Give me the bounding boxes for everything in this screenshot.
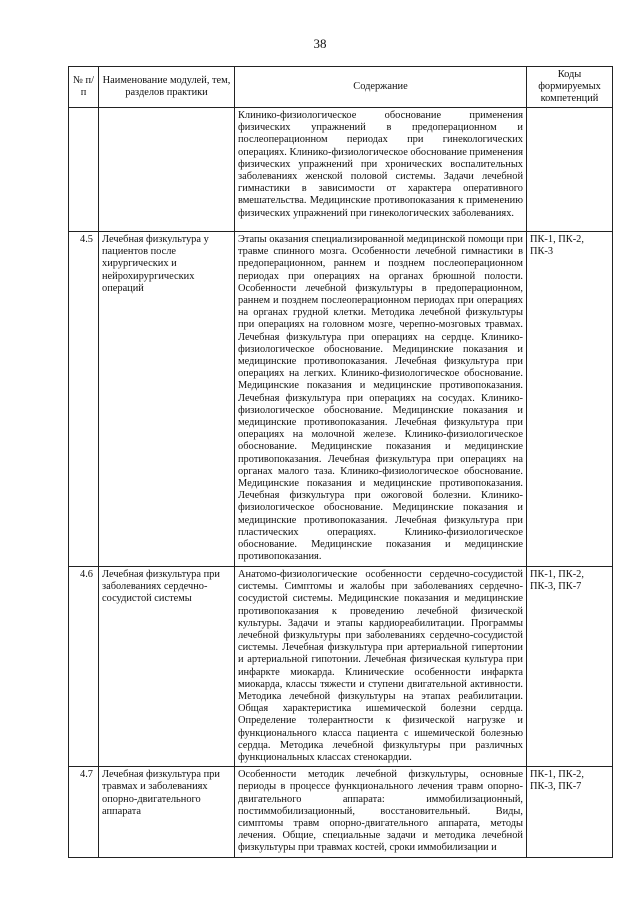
- row-number: 4.7: [69, 767, 99, 857]
- header-content: Содержание: [235, 67, 527, 108]
- row-module-name: Лечебная физкультура при травмах и заболеваниях опорно-двигательного аппарата: [99, 767, 235, 857]
- row-content: Клинико-физиологическое обоснование применения физических упражнений в предоперационном и послеоперационном периодах при гинекологических операциях. Клинико-физиологическое обоснование применения физических упражнений при хронических воспалительных заболеваниях женской половой системы. Задачи лечебной гимнастики в зависимости от характера оперативного вмешательства. Медицинские противопоказания к применению физических упражнений при гинекологических заболеваниях.: [235, 108, 527, 232]
- table-header-row: [69, 67, 613, 108]
- table-row: [69, 567, 613, 767]
- curriculum-table: [68, 66, 613, 858]
- row-competency-codes: ПК-1, ПК-2, ПК-3: [527, 232, 613, 567]
- row-number: 4.6: [69, 567, 99, 767]
- row-content: Этапы оказания специализированной медицинской помощи при травме спинного мозга. Особенности лечебной гимнастики в предоперационном, раннем и позднем послеоперационном периодах при операциях на органах брюшной полости. Особенности лечебной физкультуры в предоперационном, раннем и позднем послеоперационном периодах при операциях на органах грудной клетки. Методика лечебной физкультуры при операциях на головном мозге, черепно-мозговых травмах. Лечебная физкультура при операциях на сердце. Клинико-физиологическое обоснование. Медицинские показания и медицинские противопоказания. Лечебная физкультура при операциях на легких. Клинико-физиологическое обоснование. Медицинские показания и медицинские противопоказания. Лечебная физкультура при операциях на сосудах. Клинико-физиологическое обоснование. Медицинские показания и медицинские противопоказания. Лечебная физкультура при операциях на молочной железе. Клинико-физиологическое обоснование. Медицинские показания и медицинские противопоказания. Лечебная физкультура при операциях на органах малого таза. Клинико-физиологическое обоснование. Медицинские показания и медицинские противопоказания. Лечебная физкультура при ожоговой болезни. Клинико-физиологическое обоснование. Медицинские показания и медицинские противопоказания. Лечебная физкультура при пластических операциях. Клинико-физиологическое обоснование. Медицинские показания и медицинские противопоказания.: [235, 232, 527, 567]
- header-competency-codes: Коды формируемых компетенций: [527, 67, 613, 108]
- row-number: [69, 108, 99, 232]
- table-row: [69, 232, 613, 567]
- row-number: 4.5: [69, 232, 99, 567]
- header-number: № п/п: [69, 67, 99, 108]
- row-competency-codes: ПК-1, ПК-2, ПК-3, ПК-7: [527, 767, 613, 857]
- row-competency-codes: ПК-1, ПК-2, ПК-3, ПК-7: [527, 567, 613, 767]
- row-content: Особенности методик лечебной физкультуры, основные периоды в процессе функционального лечения травм опорно-двигательного аппарата: иммобилизационный, постиммобилизационный, восстановительный. Виды, симптомы травм опорно-двигательного аппарата, методы лечения. Общие, специальные задачи и методика лечебной физкультуры при травмах костей, сроки иммобилизации и: [235, 767, 527, 857]
- row-module-name: Лечебная физкультура у пациентов после хирургических и нейрохирургических операций: [99, 232, 235, 567]
- page-number: 38: [313, 36, 327, 51]
- row-module-name: [99, 108, 235, 232]
- header-module-name: Наименование модулей, тем, разделов практики: [99, 67, 235, 108]
- table-row: [69, 108, 613, 232]
- row-module-name: Лечебная физкультура при заболеваниях сердечно-сосудистой системы: [99, 567, 235, 767]
- row-content: Анатомо-физиологические особенности сердечно-сосудистой системы. Симптомы и жалобы при заболеваниях сердечно-сосудистой системы. Медицинские показания и медицинские противопоказания к проведению лечебной физической культуры. Задачи и этапы кардиореабилитации. Программы лечебной физкультуры при заболеваниях сердечно-сосудистой системы. Лечебная физкультура при артериальной гипертонии и артериальной гипотонии. Лечебная физическая культура при инфаркте миокарда. Клинические особенности инфаркта миокарда, классы тяжести и ступени двигательной активности. Методика лечебной физкультуры на этапах реабилитации. Общая характеристика ишемической болезни сердца. Определение толерантности к физической нагрузке и функционального класса пациента с ишемической болезнью сердца. Методика лечебной физкультуры при различных функциональных классах стенокардии.: [235, 567, 527, 767]
- row-competency-codes: [527, 108, 613, 232]
- table-row: [69, 767, 613, 857]
